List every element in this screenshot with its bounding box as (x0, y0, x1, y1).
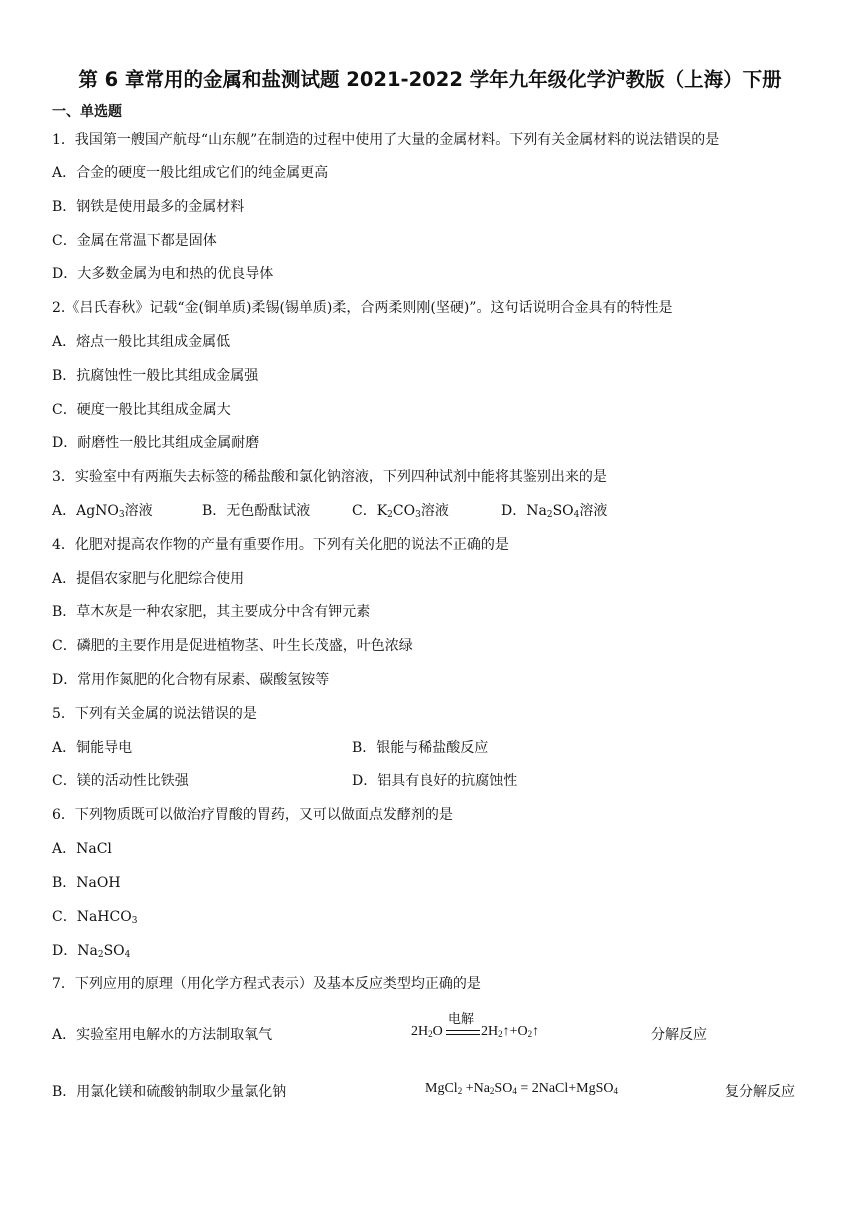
question-4-stem: 4．化肥对提高农作物的产量有重要作用。下列有关化肥的说法不正确的是 (52, 537, 509, 553)
equation-b: MgCl$_2$ $+Na_2SO_4$ = 2NaCl+MgSO$_4$ (425, 1081, 619, 1096)
question-2-option-c: C．硬度一般比其组成金属大 (52, 402, 231, 418)
equation-a-double-line (446, 1030, 480, 1035)
question-4-option-d: D．常用作氮肥的化合物有尿素、碳酸氢铵等 (52, 672, 330, 688)
equation-a-condition: 电解 (448, 1012, 475, 1027)
question-6-stem: 6．下列物质既可以做治疗胃酸的胃药，又可以做面点发酵剂的是 (52, 807, 453, 823)
question-1-option-d: D．大多数金属为电和热的优良导体 (52, 266, 274, 282)
equation-a-left: $2H_2O$ (411, 1024, 443, 1039)
question-1-option-c: C．金属在常温下都是固体 (52, 233, 217, 249)
question-2-stem: 2.《吕氏春秋》记载“金(铜单质)柔锡(锡单质)柔，合两柔则刚(坚硬)”。这句话说明合金具有的特性是 (52, 300, 673, 316)
question-2-option-d: D．耐磨性一般比其组成金属耐磨 (52, 435, 260, 451)
question-3-option-b: B．无色酚酞试液 (202, 503, 311, 519)
question-2-option-b: B．抗腐蚀性一般比其组成金属强 (52, 368, 259, 384)
question-3-option-d: D．$Na_2SO_4$溶液 (501, 503, 608, 520)
question-4-option-c: C．磷肥的主要作用是促进植物茎、叶生长茂盛，叶色浓绿 (52, 638, 413, 654)
question-2-option-a: A．熔点一般比其组成金属低 (52, 334, 231, 350)
question-1-option-a: A．合金的硬度一般比组成它们的纯金属更高 (52, 165, 329, 181)
question-6-option-a: A．NaCl (52, 841, 112, 857)
question-4-option-b: B．草木灰是一种农家肥，其主要成分中含有钾元素 (52, 604, 371, 620)
question-5-option-b: B．银能与稀盐酸反应 (352, 740, 489, 756)
question-1-stem: 1．我国第一艘国产航母“山东舰”在制造的过程中使用了大量的金属材料。下列有关金属材料的说法错误的是 (52, 132, 720, 148)
question-5-option-d: D．铝具有良好的抗腐蚀性 (352, 773, 518, 789)
question-5-option-c: C．镁的活动性比铁强 (52, 773, 189, 789)
question-7-option-a-type: 分解反应 (651, 1027, 707, 1043)
question-3-stem: 3．实验室中有两瓶失去标签的稀盐酸和氯化钠溶液，下列四种试剂中能将其鉴别出来的是 (52, 469, 607, 485)
question-7-option-b-type: 复分解反应 (725, 1084, 795, 1100)
question-3-option-c: C．$K_2CO_3$溶液 (352, 503, 449, 520)
question-6-option-d: D．$Na_2SO_4$ (52, 943, 131, 960)
question-5-option-a: A．铜能导电 (52, 740, 133, 756)
question-6-option-c: C．NaHCO$_3$ (52, 909, 138, 926)
section-heading: 一、单选题 (52, 104, 122, 120)
equation-a-right: $2H_2↑+O_2↑$ (481, 1024, 540, 1039)
question-7-option-a: A．实验室用电解水的方法制取氧气 (52, 1027, 273, 1043)
question-1-option-b: B．钢铁是使用最多的金属材料 (52, 199, 245, 215)
question-7-stem: 7．下列应用的原理（用化学方程式表示）及基本反应类型均正确的是 (52, 976, 481, 992)
question-7-option-b: B．用氯化镁和硫酸钠制取少量氯化钠 (52, 1084, 287, 1100)
page-title: 第 6 章常用的金属和盐测试题 2021-2022 学年九年级化学沪教版（上海）下册 (78, 68, 782, 91)
question-3-option-a: A．AgNO$_3$溶液 (52, 503, 153, 520)
question-4-option-a: A．提倡农家肥与化肥综合使用 (52, 571, 245, 587)
question-5-stem: 5．下列有关金属的说法错误的是 (52, 706, 257, 722)
question-6-option-b: B．NaOH (52, 875, 121, 891)
